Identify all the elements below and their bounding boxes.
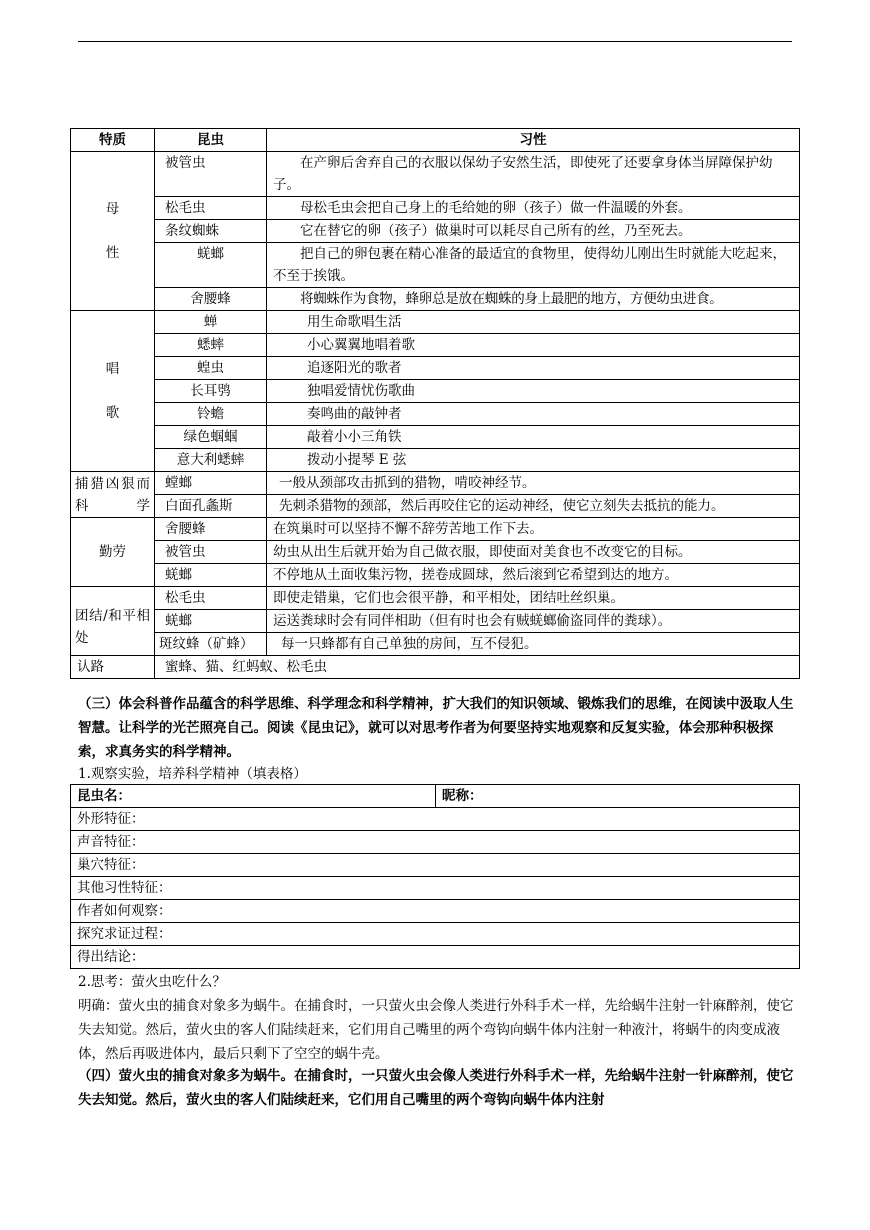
insect-cell: 蝉 <box>155 311 267 334</box>
trait-cell: 认路 <box>71 656 155 679</box>
habit-cell: 一般从颈部攻击抓到的猎物，啃咬神经节。 <box>267 472 800 495</box>
table-row <box>71 449 800 472</box>
header-rule <box>78 41 792 42</box>
habit-cell: 母松毛虫会把自己身上的毛给她的卵（孩子）做一件温暖的外套。 <box>267 197 800 220</box>
question-2-answer: 明确：萤火虫的捕食对象多为蜗牛。在捕食时，一只萤火虫会像人类进行外科手术一样，先给蜗牛注射一针麻醉剂，使它失去知觉。然后，萤火虫的客人们陆续赶来，它们用自己嘴里的两个弯钩向蜗牛体内注射一种液汁，将蜗牛的肉变成液体，然后再吸进体内，最后只剩下了空空的蜗牛壳。 <box>78 998 794 1062</box>
habit-cell: 把自己的卵包裹在精心准备的最适宜的食物里，使得幼儿刚出生时就能大吃起来，不至于挨饿。 <box>267 243 800 288</box>
sound-field[interactable]: 声音特征： <box>71 831 800 854</box>
header-insect: 昆虫 <box>155 129 267 152</box>
question-2-title: 2.思考：萤火虫吃什么？ <box>78 974 226 990</box>
question-1-title: 1.观察实验，培养科学精神（填表格） <box>78 766 307 782</box>
table-row <box>71 564 800 587</box>
form-row <box>71 854 800 877</box>
table-row <box>71 220 800 243</box>
insect-cell: 被管虫 <box>155 152 267 197</box>
habit-cell: 在筑巢时可以坚持不懈不辞劳苦地工作下去。 <box>267 518 800 541</box>
form-row <box>71 785 800 808</box>
table-row <box>71 380 800 403</box>
table-row <box>71 587 800 610</box>
trait-char: 母 <box>105 201 120 217</box>
verification-field[interactable]: 探究求证过程： <box>71 923 800 946</box>
insect-cell: 蜣螂 <box>155 243 267 288</box>
insect-cell: 松毛虫 <box>155 197 267 220</box>
habit-cell: 即使走错巢，它们也会很平静，和平相处，团结吐丝织巢。 <box>267 587 800 610</box>
insect-cell: 松毛虫 <box>155 587 267 610</box>
table-row <box>71 541 800 564</box>
table-row <box>71 426 800 449</box>
insect-cell: 蝗虫 <box>155 357 267 380</box>
insect-habits-table <box>70 128 800 679</box>
table-row <box>71 334 800 357</box>
insect-cell: 绿色蝈蝈 <box>155 426 267 449</box>
habit-cell: 拨动小提琴 E 弦 <box>267 449 800 472</box>
table-row <box>71 495 800 518</box>
table-row <box>71 288 800 311</box>
habit-cell: 独唱爱情忧伤歌曲 <box>267 380 800 403</box>
table-row <box>71 357 800 380</box>
observation-method-field[interactable]: 作者如何观察： <box>71 900 800 923</box>
table-row <box>71 633 800 656</box>
insect-cell: 舍腰蜂 <box>155 518 267 541</box>
insect-cell: 斑纹蜂（矿蜂） <box>155 633 267 656</box>
trait-char: 性 <box>105 245 120 261</box>
trait-char: 歌 <box>105 405 120 421</box>
table-row <box>71 656 800 679</box>
habit-cell: 奏鸣曲的敲钟者 <box>267 403 800 426</box>
habit-cell: 蜜蜂、猫、红蚂蚁、松毛虫 <box>155 656 800 679</box>
trait-cell: 勤劳 <box>71 518 155 587</box>
habit-cell: 将蜘蛛作为食物，蜂卵总是放在蜘蛛的身上最肥的地方，方便幼虫进食。 <box>267 288 800 311</box>
insect-cell: 条纹蜘蛛 <box>155 220 267 243</box>
other-habits-field[interactable]: 其他习性特征： <box>71 877 800 900</box>
insect-cell: 铃蟾 <box>155 403 267 426</box>
conclusion-field[interactable]: 得出结论： <box>71 946 800 969</box>
insect-cell: 舍腰蜂 <box>155 288 267 311</box>
habit-cell: 它在替它的卵（孩子）做巢时可以耗尽自己所有的丝，乃至死去。 <box>267 220 800 243</box>
table-row <box>71 610 800 633</box>
insect-cell: 蟋蟀 <box>155 334 267 357</box>
habit-cell: 先刺杀猎物的颈部，然后再咬住它的运动神经，使它立刻失去抵抗的能力。 <box>267 495 800 518</box>
insect-name-field[interactable]: 昆虫名： <box>71 785 436 808</box>
trait-cell: 捕猎凶狠而科学 <box>71 472 155 518</box>
nickname-field[interactable]: 昵称： <box>436 785 800 808</box>
trait-char: 唱 <box>105 361 120 377</box>
header-habit: 习性 <box>267 129 800 152</box>
table-row <box>71 243 800 288</box>
table-row <box>71 472 800 495</box>
appearance-field[interactable]: 外形特征： <box>71 808 800 831</box>
table-row <box>71 311 800 334</box>
habit-cell: 在产卵后舍弃自己的衣服以保幼子安然生活，即使死了还要拿身体当屏障保护幼子。 <box>267 152 800 197</box>
insect-cell: 长耳鸮 <box>155 380 267 403</box>
form-row <box>71 831 800 854</box>
form-row <box>71 877 800 900</box>
habit-cell: 不停地从土面收集污物，搓卷成圆球，然后滚到它希望到达的地方。 <box>267 564 800 587</box>
form-row <box>71 808 800 831</box>
nest-field[interactable]: 巢穴特征： <box>71 854 800 877</box>
table-row <box>71 197 800 220</box>
trait-cell: 团结/和平相处 <box>71 587 155 656</box>
table-row <box>71 403 800 426</box>
habit-cell: 幼虫从出生后就开始为自己做衣服，即使面对美食也不改变它的目标。 <box>267 541 800 564</box>
habit-cell: 追逐阳光的歌者 <box>267 357 800 380</box>
form-row <box>71 923 800 946</box>
insect-cell: 被管虫 <box>155 541 267 564</box>
insect-cell: 白面孔螽斯 <box>155 495 267 518</box>
observation-form <box>70 784 800 969</box>
trait-cell <box>71 311 155 472</box>
section-3-paragraph: （三）体会科普作品蕴含的科学思维、科学理念和科学精神，扩大我们的知识领域、锻炼我们的思维，在阅读中汲取人生智慧。让科学的光芒照亮自己。阅读《昆虫记》，就可以对思考作者为何要坚持实地观察和反复实验，体会那种积极探索，求真务实的科学精神。 <box>78 696 794 760</box>
insect-cell: 意大利蟋蟀 <box>155 449 267 472</box>
insect-cell: 螳螂 <box>155 472 267 495</box>
header-trait: 特质 <box>71 129 155 152</box>
insect-cell: 蜣螂 <box>155 610 267 633</box>
habit-cell: 用生命歌唱生活 <box>267 311 800 334</box>
form-row <box>71 900 800 923</box>
table-row <box>71 518 800 541</box>
habit-cell: 每一只蜂都有自己单独的房间，互不侵犯。 <box>267 633 800 656</box>
trait-cell <box>71 152 155 311</box>
form-row <box>71 946 800 969</box>
insect-cell: 蜣螂 <box>155 564 267 587</box>
habit-cell: 小心翼翼地唱着歌 <box>267 334 800 357</box>
table-header-row <box>71 129 800 152</box>
habit-cell: 运送粪球时会有同伴相助（但有时也会有贼蜣螂偷盗同伴的粪球）。 <box>267 610 800 633</box>
section-4-paragraph: （四）萤火虫的捕食对象多为蜗牛。在捕食时，一只萤火虫会像人类进行外科手术一样，先给蜗牛注射一针麻醉剂，使它失去知觉。然后，萤火虫的客人们陆续赶来，它们用自己嘴里的两个弯钩向蜗牛体内注射 <box>78 1068 794 1108</box>
habit-cell: 敲着小小三角铁 <box>267 426 800 449</box>
